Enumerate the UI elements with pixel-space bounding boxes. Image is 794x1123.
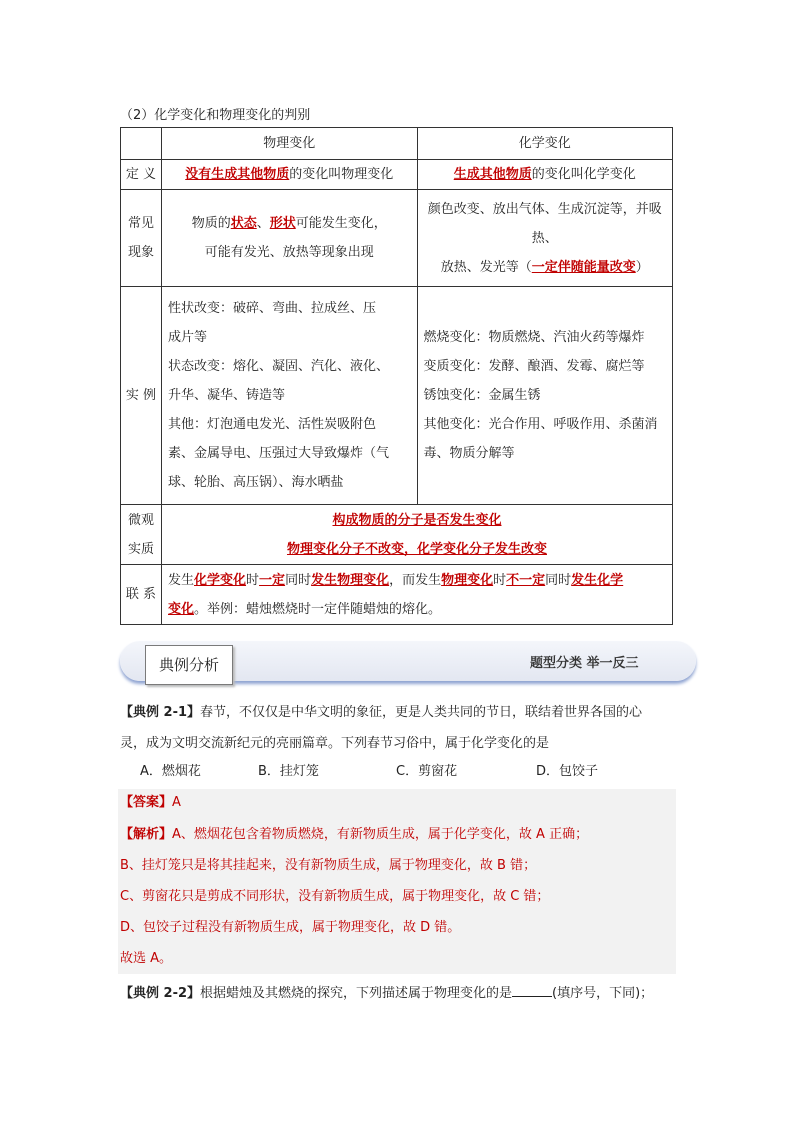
header-physical: 物理变化: [162, 128, 418, 160]
analysis-line-2: B、挂灯笼只是将其挂起来，没有新物质生成，属于物理变化，故 B 错；: [120, 858, 537, 873]
analysis-line-1: 【解析】A、燃烟花包含着物质燃烧，有新物质生成，属于化学变化，故 A 正确；: [120, 827, 589, 842]
banner-title: 典例分析: [145, 645, 233, 685]
example-1-options: [140, 760, 680, 784]
examples-label: 实 例: [121, 287, 162, 505]
comparison-table: [120, 127, 673, 625]
micro-label: 微观 实质: [121, 505, 162, 565]
option-d: D．包饺子: [536, 764, 599, 779]
relation-content: 发生化学变化时一定同时发生物理变化，而发生物理变化时不一定同时发生化学 变化。举例：蜡烛燃烧时一定伴随蜡烛的熔化。: [162, 565, 673, 625]
examples-row: [121, 287, 673, 505]
analysis-line-5: 故选 A。: [120, 951, 173, 966]
examples-chemical: 燃烧变化：物质燃烧、汽油火药等爆炸 变质变化：发酵、酿酒、发霉、腐烂等 锈蚀变化：金属生锈 其他变化：光合作用、呼吸作用、杀菌消 毒、物质分解等: [417, 287, 673, 505]
examples-physical: 性状改变：破碎、弯曲、拉成丝、压 成片等 状态改变：熔化、凝固、汽化、液化、 升华、凝华、铸造等 其他：灯泡通电发光、活性炭吸附色 素、金属导电、压强过大导致爆炸（气 球、轮胎、高压锅）、海水晒盐: [162, 287, 418, 505]
example-1-question: 【典例 2-1】春节，不仅仅是中华文明的象征，更是人类共同的节日，联结着世界各国的心 灵，成为文明交流新纪元的亮丽篇章。下列春节习俗中，属于化学变化的是: [120, 705, 643, 751]
analysis-line-4: D、包饺子过程没有新物质生成，属于物理变化，故 D 错。: [120, 920, 461, 935]
analysis-line-3: C、剪窗花只是剪成不同形状，没有新物质生成，属于物理变化，故 C 错；: [120, 889, 550, 904]
answer-box: [118, 789, 676, 974]
section-heading: （2）化学变化和物理变化的判别: [120, 108, 311, 123]
definition-chemical: 生成其他物质的变化叫化学变化: [417, 160, 673, 190]
relation-row: [121, 565, 673, 625]
answer-blank: [512, 982, 552, 997]
common-label: 常见 现象: [121, 190, 162, 287]
definition-physical: 没有生成其他物质的变化叫物理变化: [162, 160, 418, 190]
common-physical: 物质的状态、形状可能发生变化， 可能有发光、放热等现象出现: [162, 190, 418, 287]
answer-line: 【答案】A: [120, 795, 181, 810]
option-a: A．燃烟花: [140, 764, 201, 779]
common-chemical: 颜色改变、放出气体、生成沉淀等，并吸 热、 放热、发光等（一定伴随能量改变）: [417, 190, 673, 287]
definition-row: [121, 160, 673, 190]
example-2-tag: 【典例 2-2】: [120, 986, 201, 1001]
example-1-tag: 【典例 2-1】: [120, 705, 201, 720]
definition-label: 定 义: [121, 160, 162, 190]
banner-subtitle: 题型分类 举一反三: [530, 656, 639, 671]
micro-essence-row: [121, 505, 673, 565]
option-c: C．剪窗花: [396, 764, 458, 779]
table-header-row: [121, 128, 673, 160]
common-phenomena-row: [121, 190, 673, 287]
example-2-question: 【典例 2-2】根据蜡烛及其燃烧的探究，下列描述属于物理变化的是 (填序号，下同)；: [120, 978, 680, 1009]
option-b: B．挂灯笼: [258, 764, 319, 779]
relation-label: 联 系: [121, 565, 162, 625]
micro-content: 构成物质的分子是否发生变化 物理变化分子不改变，化学变化分子发生改变: [162, 505, 673, 565]
header-chemical: 化学变化: [417, 128, 673, 160]
